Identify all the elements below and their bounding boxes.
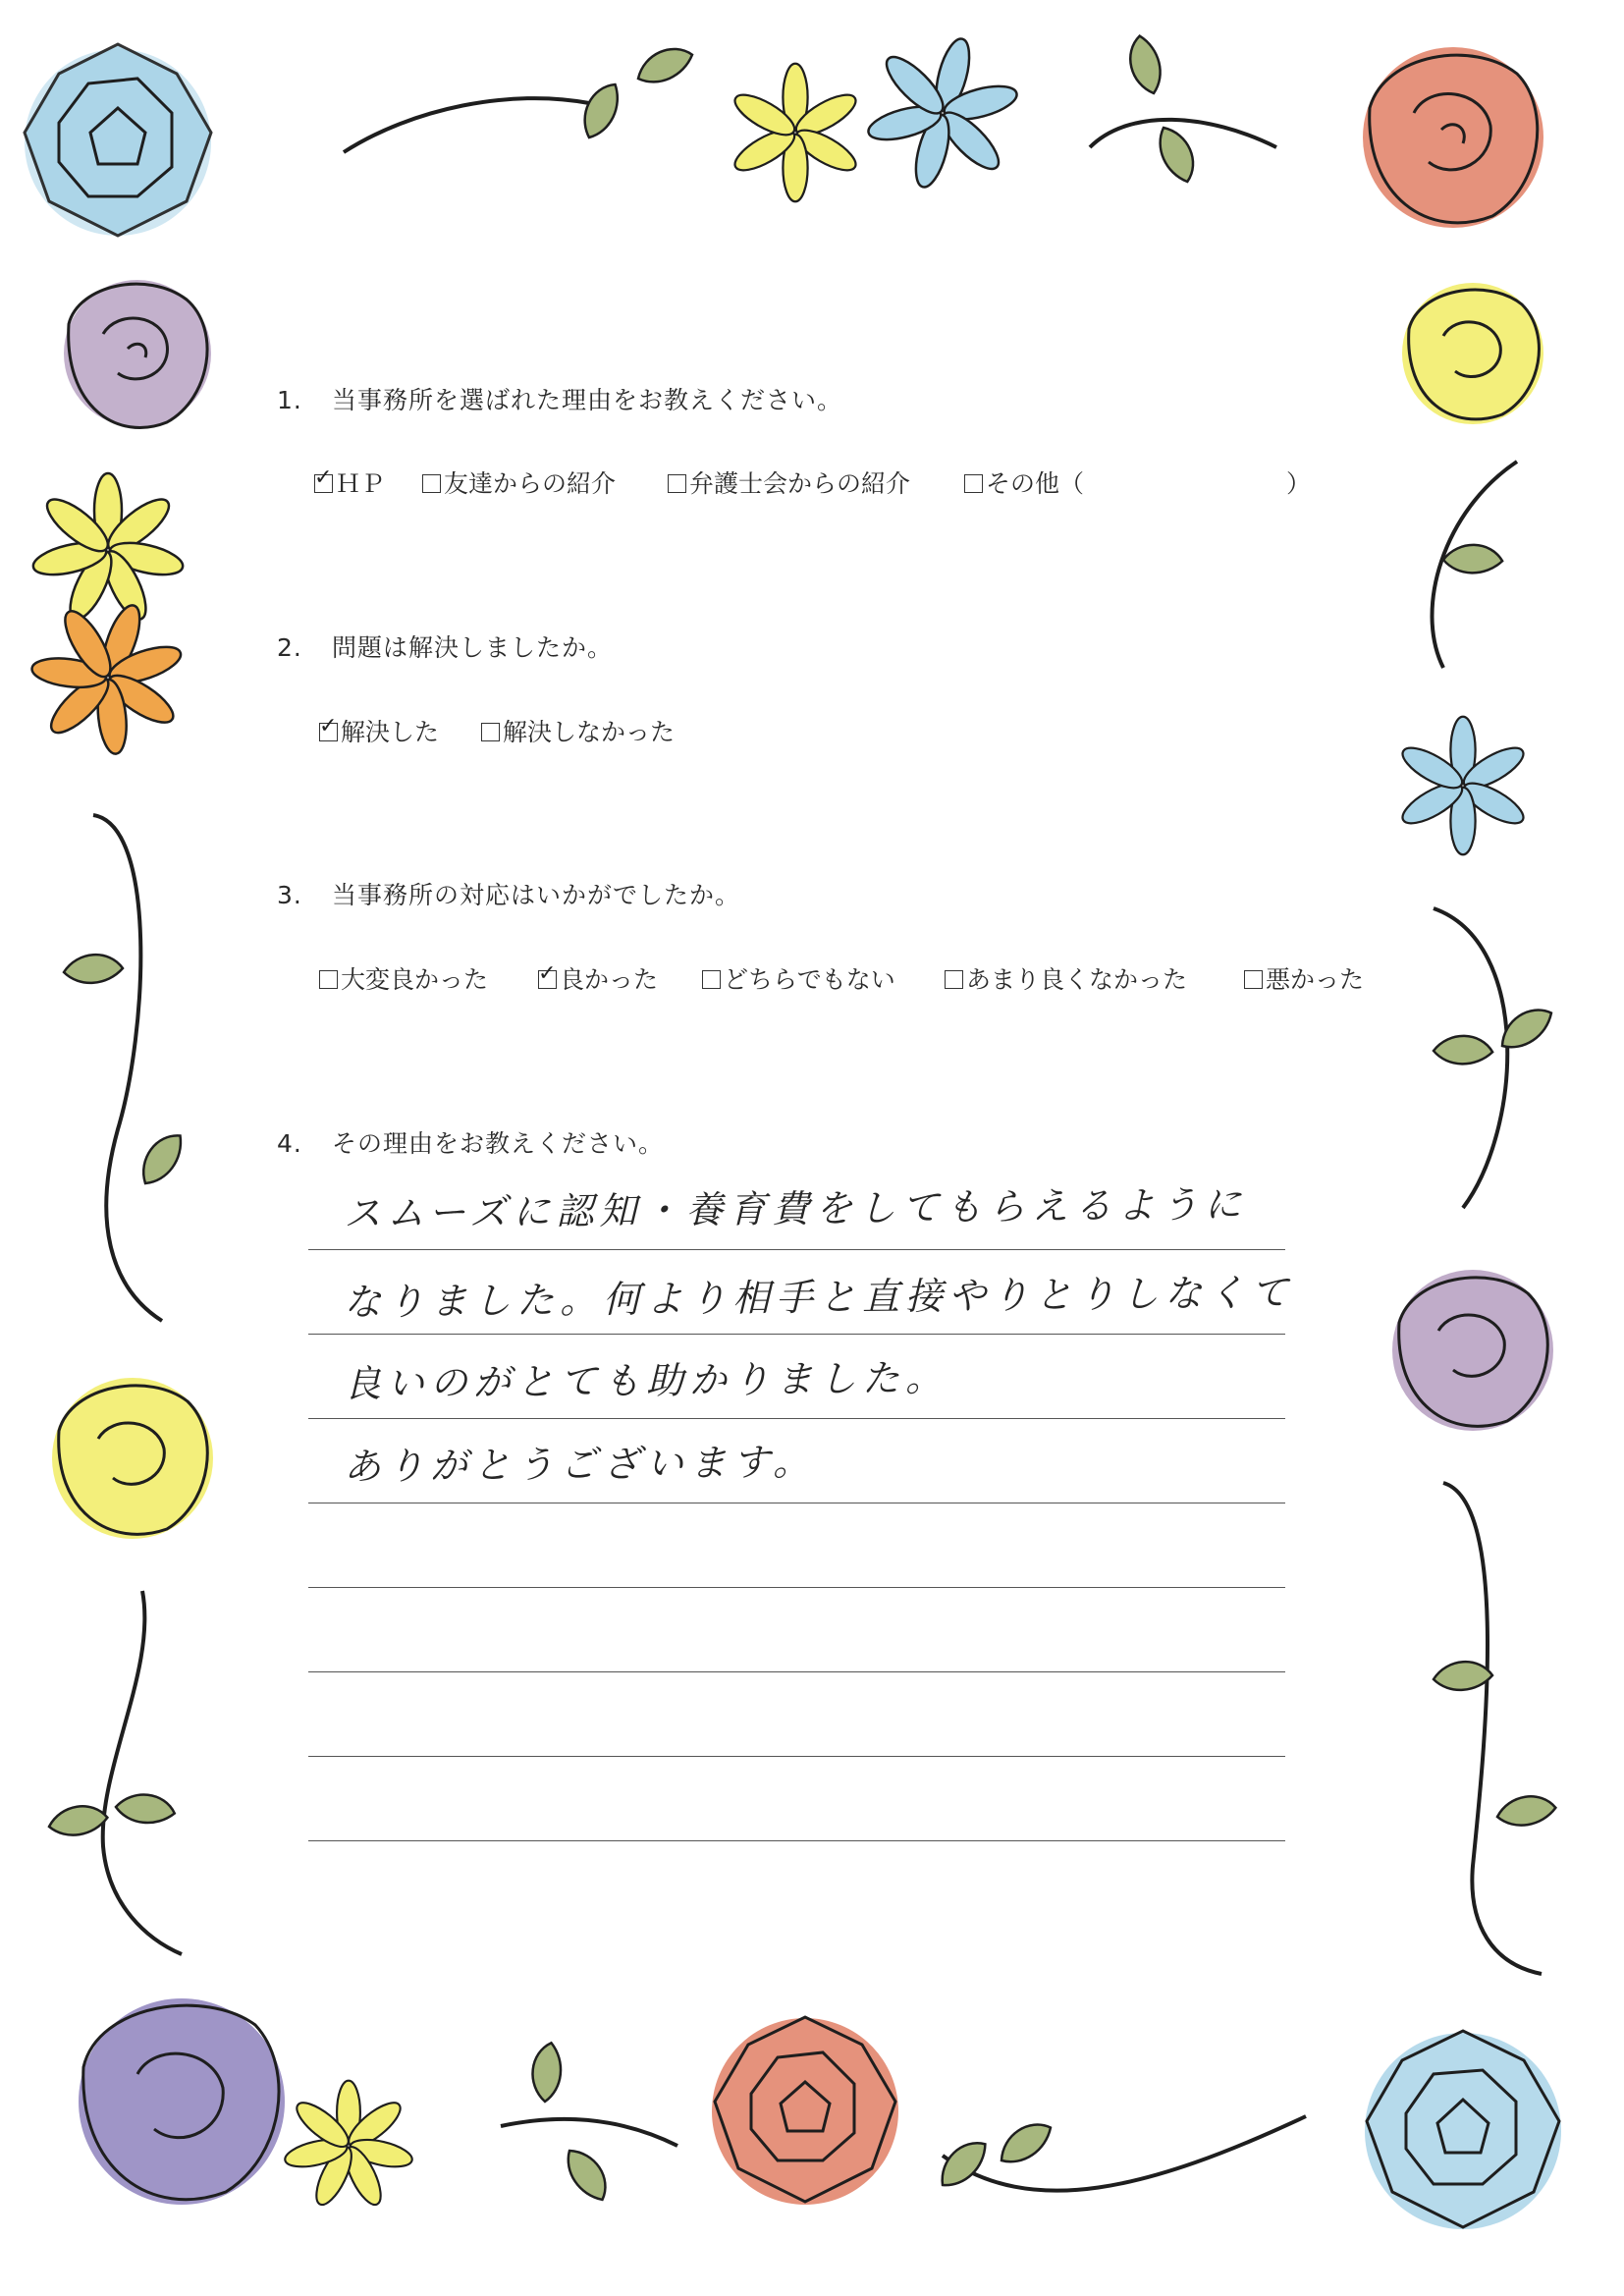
checkbox[interactable] <box>314 465 333 493</box>
vine-icon <box>501 2119 677 2146</box>
option-bar-association[interactable]: 弁護士会からの紹介 <box>668 465 910 500</box>
checkbox[interactable] <box>702 970 721 989</box>
ruled-line <box>308 1756 1285 1757</box>
flower-icon <box>30 601 185 755</box>
succulent-icon <box>25 44 211 236</box>
option-not-solved[interactable]: 解決しなかった <box>481 713 675 748</box>
option-bad[interactable]: 悪かった <box>1244 960 1364 996</box>
ruled-line <box>308 1840 1285 1841</box>
handwritten-answer-line-3: 良いのがとても助かりました。 <box>343 1355 949 1406</box>
leaf-icon <box>574 78 628 142</box>
rose-icon <box>79 1998 285 2205</box>
leaf-icon <box>1434 1662 1492 1690</box>
checkbox[interactable] <box>945 970 963 989</box>
leaf-icon <box>561 2142 615 2207</box>
flower-icon <box>730 64 861 201</box>
vine-icon <box>93 815 162 1321</box>
ruled-line <box>308 1249 1285 1250</box>
handwritten-answer-line-4: ありがとうございます。 <box>343 1440 817 1489</box>
option-very-good[interactable]: 大変良かった <box>319 960 488 996</box>
ruled-line <box>308 1587 1285 1588</box>
succulent-icon <box>712 2017 898 2205</box>
leaf-icon <box>527 2041 566 2104</box>
question-2 <box>277 629 613 664</box>
leaf-icon <box>1154 122 1200 187</box>
ruled-line <box>308 1334 1285 1335</box>
checkbox[interactable] <box>964 474 983 493</box>
rose-icon <box>1402 283 1543 424</box>
rose-icon <box>64 280 211 427</box>
question-text: 問題は解決しましたか。 <box>332 633 614 662</box>
option-good[interactable]: ✓ 良かった <box>538 961 659 994</box>
checkbox[interactable] <box>668 474 686 493</box>
leaf-icon <box>932 2134 995 2194</box>
question-number: 2. <box>277 633 302 662</box>
question-text: その理由をお教えください。 <box>332 1129 665 1158</box>
checkbox[interactable] <box>422 474 441 493</box>
question-number: 3. <box>277 881 302 909</box>
closing-paren: ） <box>1286 469 1312 498</box>
flower-icon <box>865 35 1020 191</box>
question-3 <box>277 876 740 911</box>
leaf-icon <box>1495 1794 1556 1828</box>
flower-icon <box>283 2081 415 2210</box>
rose-icon <box>1392 1270 1553 1431</box>
check-mark-icon: ✓ <box>538 961 557 986</box>
checkbox[interactable] <box>538 961 557 989</box>
handwritten-answer-line-2: なりました。何より相手と直接やりとりしなくて <box>343 1270 1295 1325</box>
rose-icon <box>1363 47 1543 228</box>
option-other[interactable]: その他（ <box>964 465 1084 500</box>
question-number: 4. <box>277 1129 302 1158</box>
checkbox[interactable] <box>1244 970 1263 989</box>
question-4 <box>277 1124 664 1160</box>
ruled-line <box>308 1418 1285 1419</box>
question-text: 当事務所を選ばれた理由をお教えください。 <box>332 386 843 414</box>
check-mark-icon: ✓ <box>314 465 333 490</box>
leaf-icon <box>64 955 123 983</box>
flower-icon <box>30 473 186 625</box>
leaf-icon <box>1433 1033 1493 1066</box>
question-1 <box>277 381 842 416</box>
vine-icon <box>1443 1483 1542 1974</box>
flower-icon <box>1397 717 1529 854</box>
option-solved[interactable]: ✓ 解決した <box>319 714 440 746</box>
leaf-icon <box>1442 542 1503 575</box>
vine-icon <box>943 2116 1306 2191</box>
question-text: 当事務所の対応はいかがでしたか。 <box>332 881 741 909</box>
leaf-icon <box>114 1789 177 1828</box>
leaf-icon <box>47 1804 108 1837</box>
ruled-line <box>308 1671 1285 1672</box>
option-not-good[interactable]: あまり良くなかった <box>945 960 1187 996</box>
option-friend-referral[interactable]: 友達からの紹介 <box>422 465 616 500</box>
vine-icon <box>103 1591 182 1954</box>
leaf-icon <box>1126 33 1164 96</box>
question-number: 1. <box>277 386 302 414</box>
leaf-icon <box>632 42 697 88</box>
leaf-icon <box>993 2116 1057 2170</box>
checkbox[interactable] <box>319 970 338 989</box>
leaf-icon <box>132 1127 191 1190</box>
succulent-icon <box>1365 2031 1561 2229</box>
option-hp[interactable]: ✓ ＨＰ <box>314 465 386 498</box>
vine-icon <box>344 98 589 152</box>
option-neutral[interactable]: どちらでもない <box>702 960 895 996</box>
checkbox[interactable] <box>319 714 338 741</box>
handwritten-answer-line-1: スムーズに認知・養育費をしてもらえるように <box>343 1182 1248 1235</box>
check-mark-icon: ✓ <box>319 714 338 738</box>
checkbox[interactable] <box>481 723 500 741</box>
rose-icon <box>52 1378 213 1539</box>
